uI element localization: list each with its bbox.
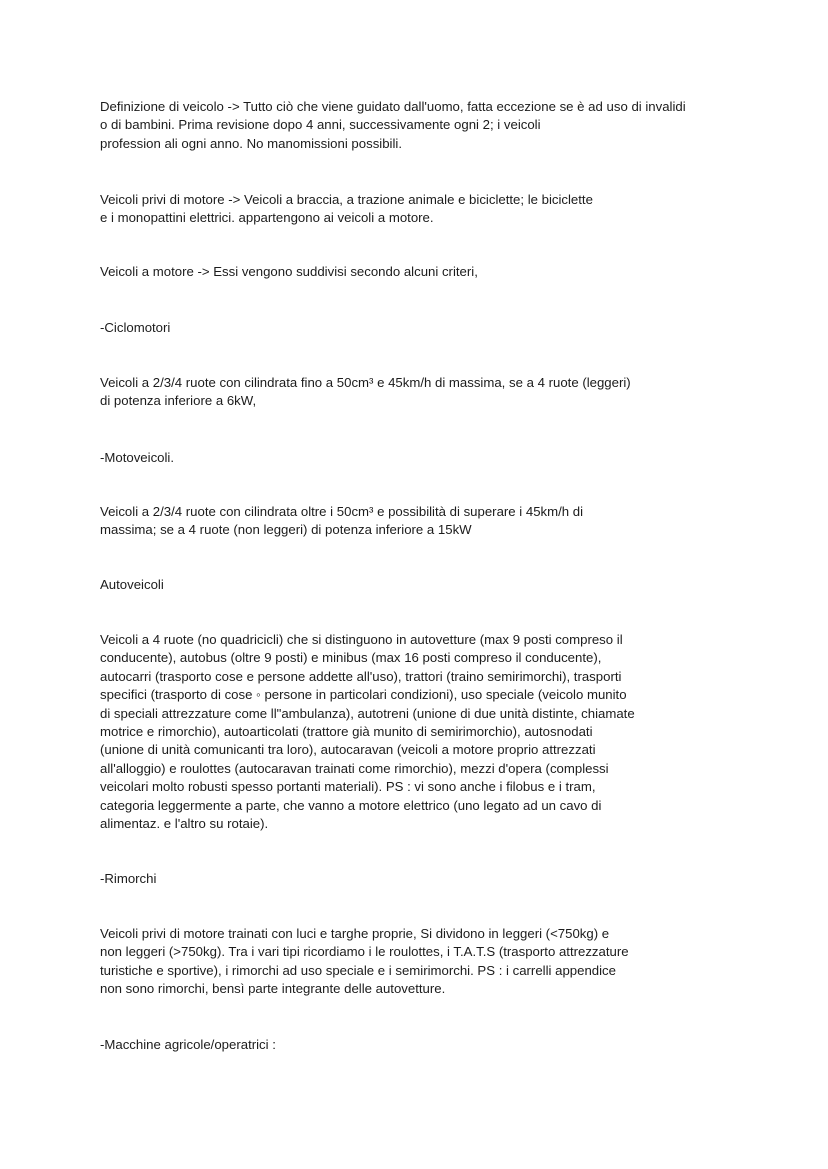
text-line: non leggeri (>750kg). Tra i vari tipi ricordiamo i le roulottes, i T.A.T.S (trasporto attrezzature [100,944,629,960]
section-heading: -Ciclomotori [100,320,171,335]
paragraph-rimorchi [100,925,740,999]
text-line: non sono rimorchi, bensì parte integrante delle autovetture. [100,981,446,997]
paragraph-motoveicoli [100,503,740,540]
text-line: specifici (trasporto di cose ◦ persone in particolari condizioni), uso speciale (veicolo munito [100,687,627,703]
text-line: conducente), autobus (oltre 9 posti) e minibus (max 16 posti compreso il conducente), [100,650,602,666]
section-heading: Autoveicoli [100,577,164,592]
text-line: Veicoli a 2/3/4 ruote con cilindrata oltre i 50cm³ e possibilità di superare i 45km/h di [100,504,584,519]
text-line: massima; se a 4 ruote (non leggeri) di potenza inferiore a 15kW [100,522,472,538]
text-line: Veicoli privi di motore trainati con luci e targhe proprie, Si dividono in leggeri (<750kg) e [100,926,610,941]
text-line: all'alloggio) e roulottes (autocaravan trainati come rimorchio), mezzi d'opera (complessi [100,760,609,776]
text-line: alimentaz. e l'altro su rotaie). [100,815,269,831]
text-line: categoria leggermente a parte, che vanno a motore elettrico (uno legato ad un cavo di [100,797,602,813]
paragraph-veicoli-a-motore [100,263,740,281]
heading-motoveicoli [100,449,740,467]
text-line: autocarri (trasporto cose e persone addette all'uso), trattori (traino semirimorchi), trasporti [100,668,622,684]
paragraph-veicoli-privi-motore [100,191,740,228]
heading-rimorchi [100,870,740,888]
text-line: Veicoli a 2/3/4 ruote con cilindrata fino a 50cm³ e 45km/h di massima, se a 4 ruote (leggeri) [100,375,631,390]
section-heading: -Macchine agricole/operatrici : [100,1037,276,1052]
heading-ciclomotori [100,319,740,337]
text-line: motrice e rimorchio), autoarticolati (trattore già munito di semirimorchio), autosnodati [100,723,593,739]
paragraph-definizione-veicolo [100,98,740,153]
text-line: Veicoli a motore -> Essi vengono suddivisi secondo alcuni criteri, [100,264,478,279]
text-line: profession ali ogni anno. No manomissioni possibili. [100,135,403,151]
section-heading: -Motoveicoli. [100,450,175,465]
text-line: veicolari molto robusti spesso portanti materiali). PS : vi sono anche i filobus e i tram, [100,779,596,795]
paragraph-autoveicoli [100,631,740,833]
text-line: o di bambini. Prima revisione dopo 4 anni, successivamente ogni 2; i veicoli [100,117,541,133]
heading-macchine-agricole [100,1036,740,1054]
text-line: di speciali attrezzature come ll"ambulanza), autotreni (unione di due unità distinte, chiamate [100,705,635,721]
paragraph-ciclomotori [100,374,740,411]
text-line: Veicoli privi di motore -> Veicoli a braccia, a trazione animale e biciclette; le biciclette [100,192,593,207]
text-line: turistiche e sportive), i rimorchi ad uso speciale e i semirimorchi. PS : i carrelli appendice [100,962,616,978]
text-line: Definizione di veicolo -> Tutto ciò che viene guidato dall'uomo, fatta eccezione se è ad uso di invalidi [100,99,686,114]
text-line: (unione di unità comunicanti tra loro), autocaravan (veicoli a motore proprio attrezzati [100,742,596,758]
heading-autoveicoli [100,576,740,594]
section-heading: -Rimorchi [100,871,157,886]
text-line: Veicoli a 4 ruote (no quadricicli) che si distinguono in autovetture (max 9 posti compreso il [100,632,623,647]
text-line: e i monopattini elettrici. appartengono ai veicoli a motore. [100,210,434,226]
text-line: di potenza inferiore a 6kW, [100,393,257,409]
